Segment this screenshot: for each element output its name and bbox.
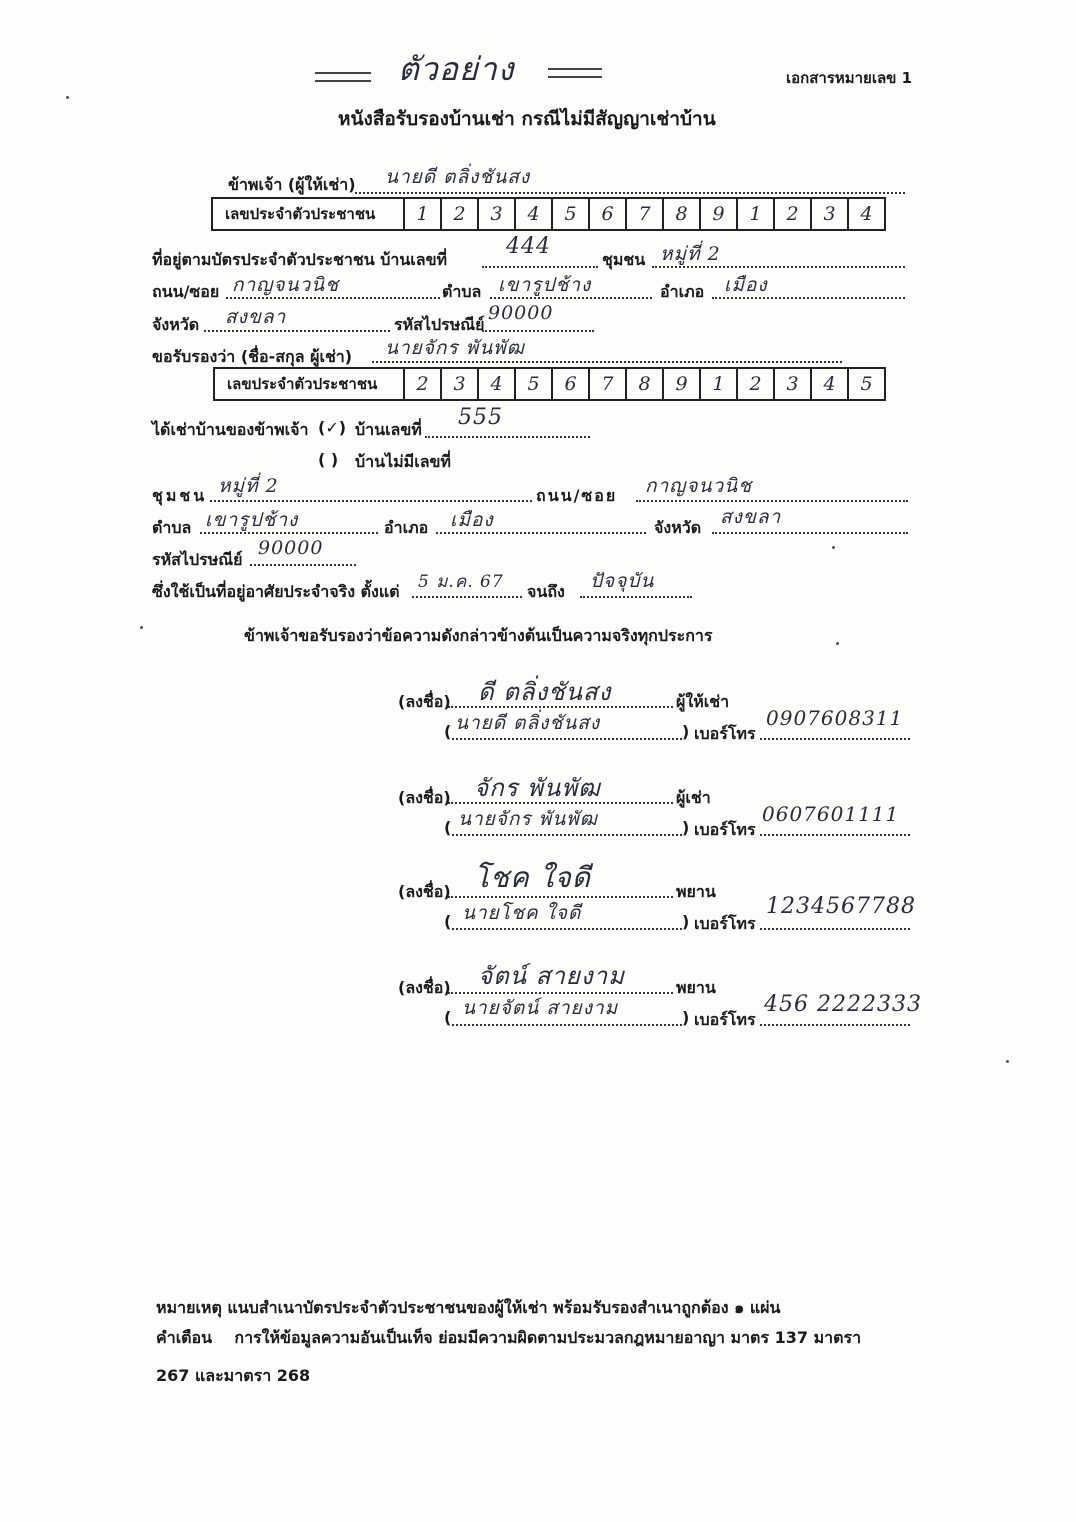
- phone-landlord: 0907608311: [766, 706, 904, 730]
- printed-line-witness-2: [452, 1024, 682, 1026]
- rental-road: กาญจนวนิช: [645, 475, 753, 497]
- id-digit: 1: [738, 199, 775, 229]
- rental-subdistrict-label: ตำบล: [152, 518, 192, 537]
- address-label: ที่อยู่ตามบัตรประจำตัวประชาชน บ้านเลขที่: [152, 250, 448, 269]
- landlord-province: สงขลา: [225, 306, 287, 328]
- landlord-id-table: [211, 197, 886, 231]
- rental-subdistrict: เขารูปช้าง: [205, 509, 299, 531]
- postcode-label: รหัสไปรษณีย์: [394, 315, 485, 334]
- phone-line-witness-2: [760, 1024, 910, 1026]
- until-label: จนถึง: [527, 582, 565, 601]
- open-paren: (: [444, 1008, 452, 1027]
- rental-community: หมู่ที่ 2: [218, 475, 279, 497]
- phone-line-tenant: [760, 834, 910, 836]
- district-label: อำเภอ: [660, 282, 705, 301]
- id-digit: 2: [442, 199, 479, 229]
- id-digit: 2: [775, 199, 812, 229]
- rental-province-label: จังหวัด: [654, 518, 702, 537]
- rental-house-no: 555: [458, 405, 503, 430]
- landlord-postcode: 90000: [488, 302, 554, 324]
- scan-speck: [836, 642, 839, 645]
- signature-witness-2: จัตน์ สายงาม: [478, 962, 625, 990]
- rented-checkbox: (✓): [318, 418, 347, 437]
- id-digit: 2: [405, 369, 442, 399]
- open-paren: (: [444, 722, 452, 741]
- id-digit: 6: [553, 369, 590, 399]
- phone-line-witness-1: [760, 928, 910, 930]
- phone-label-tenant: เบอร์โทร: [694, 820, 756, 839]
- until-value: ปัจจุบัน: [590, 570, 655, 592]
- until-line: [580, 596, 692, 598]
- scan-speck: [832, 546, 835, 549]
- id-digit: 3: [812, 199, 849, 229]
- printed-name-landlord: นายดี ตลิ่งชันสง: [455, 712, 601, 734]
- community-label: ชุมชน: [602, 250, 646, 269]
- id-digit: 5: [516, 369, 553, 399]
- rental-community-label: ชุมชน: [152, 486, 208, 505]
- open-paren: (: [444, 912, 452, 931]
- sign-label-tenant: (ลงชื่อ): [398, 788, 451, 807]
- id-digit: 9: [664, 369, 701, 399]
- subdistrict-label: ตำบล: [442, 282, 482, 301]
- signature-witness-1: โชค ใจดี: [474, 861, 591, 894]
- close-paren: ): [682, 722, 690, 741]
- stamp-rule-left-2: [315, 80, 371, 82]
- printed-line-witness-1: [452, 928, 682, 930]
- landlord-district: เมือง: [724, 274, 768, 296]
- role-landlord: ผู้ให้เช่า: [676, 692, 730, 711]
- from-date: 5 ม.ค. 67: [418, 572, 504, 592]
- tenant-id-label: เลขประจำตัวประชาชน: [215, 369, 405, 399]
- tenant-name: นายจักร พันพัฒ: [385, 337, 525, 359]
- id-digit: 7: [590, 369, 627, 399]
- printed-name-tenant: นายจักร พันพัฒ: [458, 808, 598, 830]
- sign-label-landlord: (ลงชื่อ): [398, 692, 451, 711]
- scan-speck: [1006, 1060, 1009, 1063]
- id-digit: 8: [627, 369, 664, 399]
- sample-stamp: ตัวอย่าง: [398, 50, 515, 88]
- rental-house-no-line: [425, 436, 590, 438]
- printed-name-witness-1: นายโชค ใจดี: [462, 902, 582, 924]
- id-digit: 4: [516, 199, 553, 229]
- certification-statement: ข้าพเจ้าขอรับรองว่าข้อความดังกล่าวข้างต้นเป็นความจริงทุกประการ: [244, 626, 713, 645]
- phone-tenant: 0607601111: [762, 802, 900, 826]
- id-digit: 9: [701, 199, 738, 229]
- no-number-checkbox: ( ): [318, 450, 339, 469]
- rental-postcode: 90000: [258, 537, 324, 559]
- scan-speck: [66, 96, 69, 99]
- rental-province-line: [712, 532, 908, 534]
- remark-note: หมายเหตุ แนบสำเนาบัตรประจำตัวประชาชนของผู้ให้เช่า พร้อมรับรองสำเนาถูกต้อง ๑ แผ่น: [156, 1298, 781, 1317]
- close-paren: ): [682, 1008, 690, 1027]
- rental-district-label: อำเภอ: [384, 518, 429, 537]
- scan-speck: [140, 626, 143, 629]
- phone-line-landlord: [760, 738, 910, 740]
- rental-postcode-label: รหัสไปรษณีย์: [152, 550, 243, 569]
- id-digit: 5: [860, 373, 873, 395]
- phone-witness-1: 1234567788: [766, 894, 916, 919]
- id-digit: 4: [812, 369, 849, 399]
- id-digit: 3: [442, 369, 479, 399]
- phone-label-landlord: เบอร์โทร: [694, 724, 756, 743]
- province-label: จังหวัด: [152, 315, 200, 334]
- role-witness-1: พยาน: [676, 882, 716, 901]
- signature-tenant: จักร พันพัฒ: [474, 774, 601, 802]
- rental-road-label: ถนน/ซอย: [536, 486, 618, 505]
- landlord-community: หมู่ที่ 2: [660, 243, 721, 265]
- id-digit: 3: [775, 369, 812, 399]
- from-date-line: [412, 596, 522, 598]
- printed-name-witness-2: นายจัตน์ สายงาม: [462, 997, 619, 1019]
- id-digit: 4: [479, 369, 516, 399]
- open-paren: (: [444, 818, 452, 837]
- rental-district: เมือง: [450, 509, 494, 531]
- landlord-id-label: เลขประจำตัวประชาชน: [213, 199, 405, 229]
- sign-label-witness-1: (ลงชื่อ): [398, 882, 451, 901]
- landlord-name: นายดี ตลิ่งชันสง: [385, 166, 531, 188]
- printed-line-landlord: [452, 738, 682, 740]
- document-title: หนังสือรับรองบ้านเช่า กรณีไม่มีสัญญาเช่าบ้าน: [338, 108, 716, 130]
- landlord-road: กาญจนวนิช: [232, 274, 340, 296]
- id-digit: 1: [701, 369, 738, 399]
- tenant-label: ขอรับรองว่า (ชื่อ-สกุล ผู้เช่า): [152, 347, 353, 366]
- rent-label: ได้เช่าบ้านของข้าพเจ้า: [152, 420, 309, 439]
- no-number-label: บ้านไม่มีเลขที่: [355, 452, 451, 471]
- sign-label-witness-2: (ลงชื่อ): [398, 978, 451, 997]
- signature-landlord: ดี ตลิ่งชันสง: [478, 678, 612, 706]
- role-witness-2: พยาน: [676, 978, 716, 997]
- id-digit: 7: [627, 199, 664, 229]
- rental-house-no-label: บ้านเลขที่: [355, 420, 422, 439]
- postcode-line: [482, 330, 594, 332]
- residence-label: ซึ่งใช้เป็นที่อยู่อาศัยประจำจริง ตั้งแต่: [152, 582, 400, 601]
- road-label: ถนน/ซอย: [152, 282, 220, 301]
- phone-witness-2: 456 2222333: [764, 992, 922, 1017]
- role-tenant: ผู้เช่า: [676, 788, 711, 807]
- id-digit: 6: [590, 199, 627, 229]
- house-no-line: [482, 266, 598, 268]
- stamp-rule-left: [315, 72, 371, 74]
- id-digit: 3: [479, 199, 516, 229]
- close-paren: ): [682, 818, 690, 837]
- close-paren: ): [682, 912, 690, 931]
- landlord-name-line: [355, 192, 905, 194]
- printed-line-tenant: [452, 834, 682, 836]
- phone-label-witness-1: เบอร์โทร: [694, 914, 756, 933]
- landlord-label: ข้าพเจ้า (ผู้ให้เช่า): [228, 175, 356, 194]
- landlord-house-no: 444: [506, 234, 551, 259]
- tenant-id-table: [213, 367, 886, 401]
- rental-province: สงขลา: [720, 506, 782, 528]
- id-digit: 8: [664, 199, 701, 229]
- phone-label-witness-2: เบอร์โทร: [694, 1010, 756, 1029]
- rental-postcode-line: [250, 564, 356, 566]
- stamp-rule-right: [548, 68, 602, 70]
- landlord-subdistrict: เขารูปช้าง: [498, 274, 592, 296]
- id-digit: 4: [860, 203, 873, 225]
- id-digit: 2: [738, 369, 775, 399]
- id-digit: 5: [553, 199, 590, 229]
- document-number: เอกสารหมายเลข 1: [786, 69, 913, 87]
- stamp-rule-right-2: [548, 76, 602, 78]
- warning-note-line-2: 267 และมาตรา 268: [156, 1366, 311, 1385]
- id-digit: 1: [405, 199, 442, 229]
- warning-note-line-1: คำเตือน การให้ข้อมูลความอันเป็นเท็จ ย่อมมีความผิดตามประมวลกฎหมายอาญา มาตร 137 มาตรา: [156, 1328, 862, 1347]
